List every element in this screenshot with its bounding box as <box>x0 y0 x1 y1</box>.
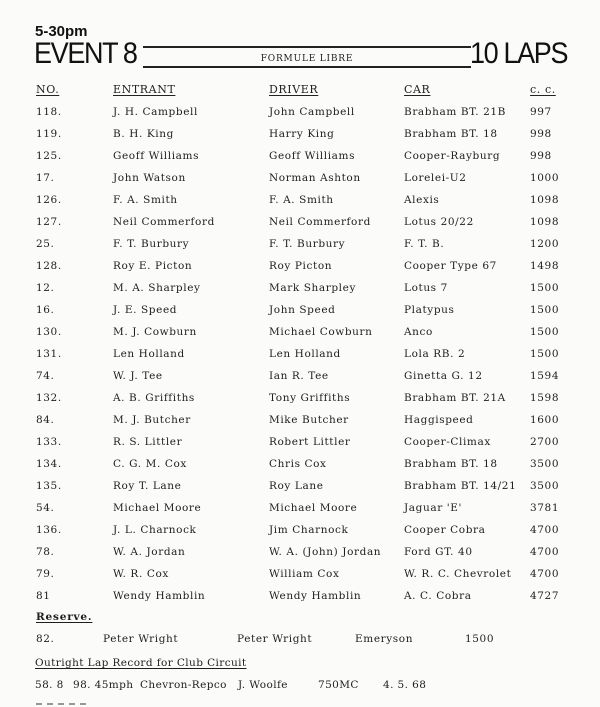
entry-driver: John Campbell <box>269 106 355 118</box>
entry-row <box>0 238 600 258</box>
entry-cc: 997 <box>530 106 552 118</box>
lap-record-date: 4. 5. 68 <box>383 679 427 691</box>
entry-driver: Neil Commerford <box>269 216 371 228</box>
entry-row <box>0 480 600 500</box>
entry-cc: 4727 <box>530 590 560 602</box>
entry-entrant: M. J. Cowburn <box>113 326 197 338</box>
entry-car: Haggispeed <box>404 414 474 426</box>
entry-entrant: Roy E. Picton <box>113 260 193 272</box>
reserve-row <box>0 633 600 653</box>
entry-driver: F. T. Burbury <box>269 238 346 250</box>
entry-entrant: W. A. Jordan <box>113 546 186 558</box>
entry-entrant: Roy T. Lane <box>113 480 182 492</box>
entry-row <box>0 392 600 412</box>
entry-driver: Ian R. Tee <box>269 370 329 382</box>
entry-cc: 1200 <box>530 238 560 250</box>
entry-entrant: F. T. Burbury <box>113 238 190 250</box>
entry-no: 133. <box>36 436 62 448</box>
entry-cc: 4700 <box>530 524 560 536</box>
entry-row <box>0 106 600 126</box>
entry-row <box>0 282 600 302</box>
title-rule-top <box>143 46 471 48</box>
entry-cc: 1594 <box>530 370 560 382</box>
entry-no: 136. <box>36 524 62 536</box>
entry-no: 127. <box>36 216 62 228</box>
entry-car: Alexis <box>404 194 440 206</box>
cropped-next-heading <box>36 703 86 707</box>
lap-record-car: Chevron-Repco <box>140 679 227 691</box>
entry-driver: F. A. Smith <box>269 194 334 206</box>
event-number: EVENT 8 <box>34 37 137 70</box>
entry-row <box>0 128 600 148</box>
entry-driver: Len Holland <box>269 348 341 360</box>
entry-row <box>0 260 600 280</box>
entry-driver: Tony Griffiths <box>269 392 351 404</box>
entry-cc: 1600 <box>530 414 560 426</box>
column-header-car: CAR <box>404 83 431 96</box>
entry-car: Cooper Type 67 <box>404 260 497 272</box>
entry-car: Lola RB. 2 <box>404 348 466 360</box>
entry-entrant: A. B. Griffiths <box>113 392 195 404</box>
entry-cc: 2700 <box>530 436 560 448</box>
entry-car: Cooper Cobra <box>404 524 486 536</box>
entry-car: Brabham BT. 14/21 <box>404 480 517 492</box>
entry-car: Anco <box>404 326 433 338</box>
entry-cc: 1000 <box>530 172 560 184</box>
entry-cc: 1500 <box>530 304 560 316</box>
lap-record-speed: 98. 45mph <box>73 679 134 691</box>
entry-no: 17. <box>36 172 55 184</box>
reserve-car: Emeryson <box>355 633 414 645</box>
entry-row <box>0 546 600 566</box>
event-time: 5-30pm <box>35 23 88 40</box>
entry-car: Ginetta G. 12 <box>404 370 483 382</box>
entry-driver: Roy Lane <box>269 480 324 492</box>
entry-row <box>0 414 600 434</box>
entry-no: 132. <box>36 392 62 404</box>
entry-cc: 1098 <box>530 216 560 228</box>
entry-car: Brabham BT. 21B <box>404 106 506 118</box>
entry-car: Brabham BT. 21A <box>404 392 506 404</box>
entry-cc: 1598 <box>530 392 560 404</box>
entry-row <box>0 436 600 456</box>
entry-cc: 1500 <box>530 348 560 360</box>
entry-car: Lorelei-U2 <box>404 172 467 184</box>
entry-entrant: Geoff Williams <box>113 150 200 162</box>
entry-cc: 1498 <box>530 260 560 272</box>
lap-record-club: 750MC <box>318 679 359 691</box>
entry-entrant: F. A. Smith <box>113 194 178 206</box>
entry-entrant: Michael Moore <box>113 502 202 514</box>
entry-entrant: John Watson <box>113 172 186 184</box>
entry-car: Brabham BT. 18 <box>404 458 498 470</box>
entry-row <box>0 216 600 236</box>
entry-cc: 3500 <box>530 480 560 492</box>
entry-cc: 4700 <box>530 568 560 580</box>
entry-driver: Michael Cowburn <box>269 326 373 338</box>
event-formula: FORMULE LIBRE <box>260 54 354 64</box>
entry-no: 81 <box>36 590 51 602</box>
entry-car: A. C. Cobra <box>404 590 472 602</box>
entry-entrant: B. H. King <box>113 128 174 140</box>
entry-cc: 3500 <box>530 458 560 470</box>
entry-row <box>0 502 600 522</box>
entry-entrant: J. H. Campbell <box>113 106 198 118</box>
lap-record-title: Outright Lap Record for Club Circuit <box>35 657 247 669</box>
reserve-label: Reserve. <box>36 611 93 623</box>
reserve-driver: Peter Wright <box>237 633 313 645</box>
entry-driver: William Cox <box>269 568 340 580</box>
entry-car: Lotus 7 <box>404 282 448 294</box>
entry-no: 135. <box>36 480 62 492</box>
entry-no: 125. <box>36 150 62 162</box>
entry-driver: Norman Ashton <box>269 172 361 184</box>
entry-entrant: R. S. Littler <box>113 436 183 448</box>
entry-no: 118. <box>36 106 62 118</box>
entry-row <box>0 458 600 478</box>
column-header-entrant: ENTRANT <box>113 83 176 96</box>
entry-car: Cooper-Rayburg <box>404 150 501 162</box>
entry-entrant: J. E. Speed <box>113 304 178 316</box>
entry-no: 78. <box>36 546 55 558</box>
entry-driver: Wendy Hamblin <box>269 590 362 602</box>
entry-row <box>0 150 600 170</box>
entry-car: Jaguar 'E' <box>404 502 463 514</box>
entry-entrant: W. J. Tee <box>113 370 163 382</box>
entry-driver: Roy Picton <box>269 260 333 272</box>
entry-driver: Mike Butcher <box>269 414 349 426</box>
entry-no: 16. <box>36 304 55 316</box>
entry-entrant: Len Holland <box>113 348 185 360</box>
entry-cc: 998 <box>530 128 552 140</box>
entry-car: Ford GT. 40 <box>404 546 473 558</box>
entry-entrant: Neil Commerford <box>113 216 215 228</box>
entry-driver: Geoff Williams <box>269 150 356 162</box>
entry-row <box>0 304 600 324</box>
entry-cc: 4700 <box>530 546 560 558</box>
entry-driver: W. A. (John) Jordan <box>269 546 382 558</box>
entry-no: 131. <box>36 348 62 360</box>
entry-cc: 1500 <box>530 282 560 294</box>
entry-driver: Harry King <box>269 128 335 140</box>
column-header-driver: DRIVER <box>269 83 319 96</box>
entry-car: W. R. C. Chevrolet <box>404 568 512 580</box>
entry-cc: 998 <box>530 150 552 162</box>
entry-driver: Mark Sharpley <box>269 282 356 294</box>
entry-entrant: J. L. Charnock <box>113 524 197 536</box>
entry-no: 54. <box>36 502 55 514</box>
lap-record-time: 58. 8 <box>35 679 64 691</box>
entry-no: 134. <box>36 458 62 470</box>
entry-driver: Michael Moore <box>269 502 358 514</box>
entry-cc: 1500 <box>530 326 560 338</box>
entry-no: 126. <box>36 194 62 206</box>
entry-car: Platypus <box>404 304 455 316</box>
entry-car: Lotus 20/22 <box>404 216 474 228</box>
entry-row <box>0 370 600 390</box>
entry-driver: Jim Charnock <box>269 524 349 536</box>
entry-entrant: M. A. Sharpley <box>113 282 201 294</box>
entry-row <box>0 326 600 346</box>
entry-no: 84. <box>36 414 55 426</box>
entry-driver: John Speed <box>269 304 336 316</box>
entry-entrant: W. R. Cox <box>113 568 169 580</box>
entry-no: 130. <box>36 326 62 338</box>
entry-car: Brabham BT. 18 <box>404 128 498 140</box>
entry-cc: 3781 <box>530 502 560 514</box>
reserve-no: 82. <box>36 633 55 645</box>
entry-no: 25. <box>36 238 55 250</box>
column-header-no: NO. <box>36 83 60 96</box>
entry-row <box>0 194 600 214</box>
reserve-entrant: Peter Wright <box>103 633 179 645</box>
entry-no: 74. <box>36 370 55 382</box>
title-rule-bottom <box>143 66 471 68</box>
entry-entrant: C. G. M. Cox <box>113 458 187 470</box>
entry-row <box>0 568 600 588</box>
entry-car: F. T. B. <box>404 238 445 250</box>
entry-no: 119. <box>36 128 62 140</box>
entry-no: 79. <box>36 568 55 580</box>
entry-driver: Chris Cox <box>269 458 327 470</box>
entry-row <box>0 590 600 610</box>
entry-row <box>0 348 600 368</box>
reserve-cc: 1500 <box>465 633 495 645</box>
entry-driver: Robert Littler <box>269 436 351 448</box>
entry-car: Cooper-Climax <box>404 436 491 448</box>
entry-entrant: Wendy Hamblin <box>113 590 206 602</box>
entry-row <box>0 172 600 192</box>
entry-no: 12. <box>36 282 55 294</box>
column-header-cc: c. c. <box>530 83 556 96</box>
entry-cc: 1098 <box>530 194 560 206</box>
entry-row <box>0 524 600 544</box>
event-laps: 10 LAPS <box>470 37 568 70</box>
entry-entrant: M. J. Butcher <box>113 414 191 426</box>
lap-record-driver: J. Woolfe <box>238 679 288 691</box>
entry-no: 128. <box>36 260 62 272</box>
